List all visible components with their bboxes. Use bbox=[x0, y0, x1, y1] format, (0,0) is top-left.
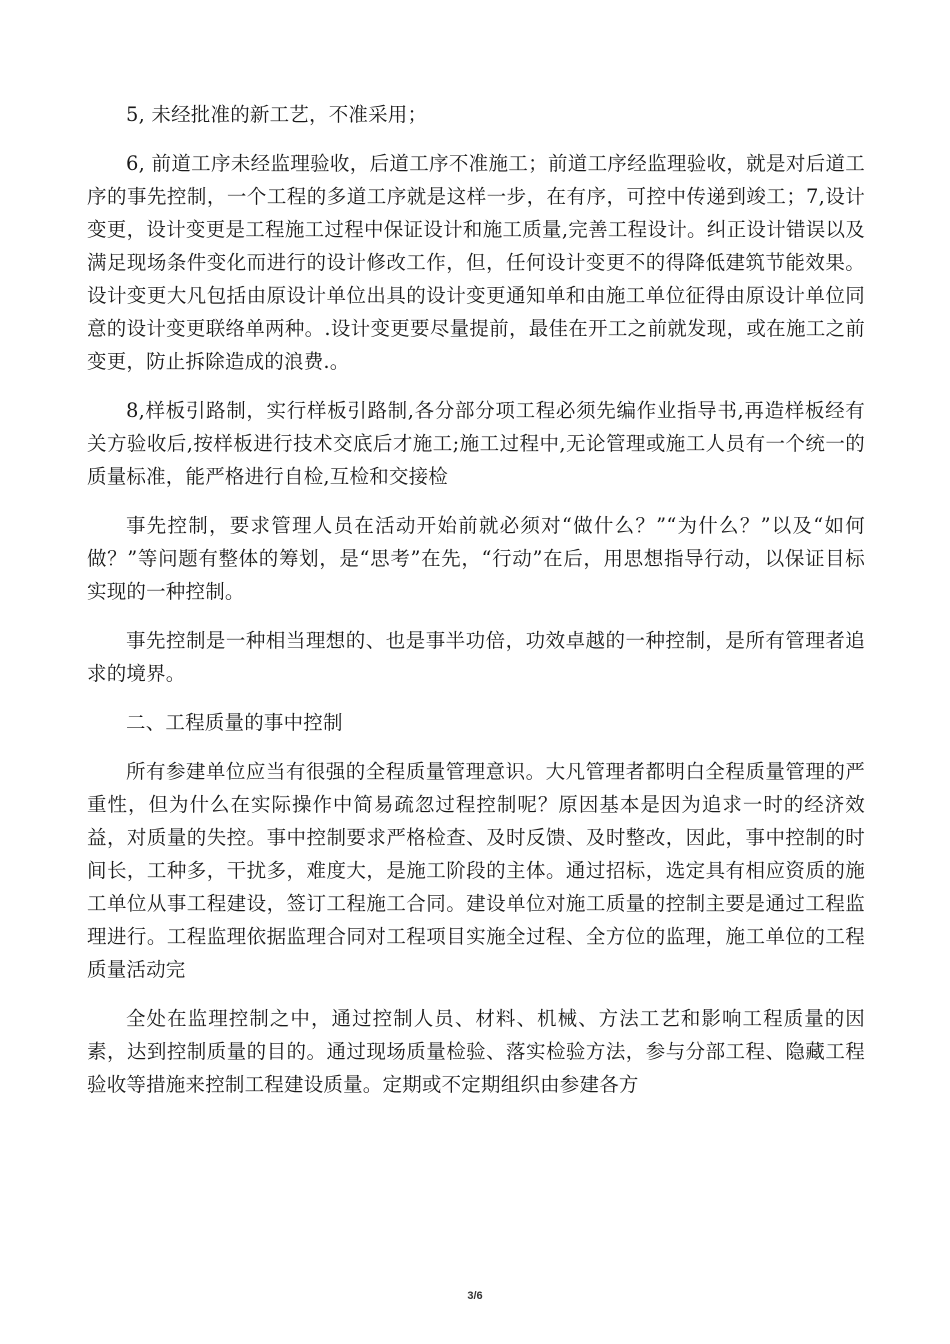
paragraph-whole-process-quality: 所有参建单位应当有很强的全程质量管理意识。大凡管理者都明白全程质量管理的严重性，但为什么在实际操作中简易疏忽过程控制呢？原因基本是因为追求一时的经济效益，对质量的失控。事中控制要求严格检查、及时反馈、及时整改，因此，事中控制的时间长，工种多，干扰多，难度大，是施工阶段的主体。通过招标，选定具有相应资质的施工单位从事工程建设，签订工程施工合同。建设单位对施工质量的控制主要是通过工程监理进行。工程监理依据监理合同对工程项目实施全过程、全方位的监理，施工单位的工程质量活动完 bbox=[87, 760, 865, 981]
paragraph-prior-control: 事先控制，要求管理人员在活动开始前就必须对“做什么？”“为什么？”以及“如何做？”等问题有整体的筹划，是“思考”在先，“行动”在后，用思想指导行动，以保证目标实现的一种控制。 bbox=[87, 514, 865, 603]
section-heading-in-process-control: 二、工程质量的事中控制 bbox=[126, 711, 343, 734]
paragraph-prior-control-ideal: 事先控制是一种相当理想的、也是事半功倍，功效卓越的一种控制，是所有管理者追求的境界。 bbox=[87, 629, 865, 685]
page-number: 3/6 bbox=[467, 1290, 483, 1302]
paragraph-items-6-7: 6, 前道工序未经监理验收，后道工序不准施工；前道工序经监理验收，就是对后道工序的事先控制，一个工程的多道工序就是这样一步，在有序，可控中传递到竣工；7,设计变更，设计变更是工程施工过程中保证设计和施工质量,完善工程设计。纠正设计错误以及满足现场条件变化而进行的设计修改工作，但，任何设计变更不的得降低建筑节能效果。设计变更大凡包括由原设计单位出具的设计变更通知单和由施工单位征得由原设计单位同意的设计变更联络单两种。.设计变更要尽量提前，最佳在开工之前就发现，或在施工之前变更，防止拆除造成的浪费.。 bbox=[87, 152, 865, 373]
paragraph-item-8: 8,样板引路制，实行样板引路制,各分部分项工程必须先编作业指导书,再造样板经有关方验收后,按样板进行技术交底后才施工;施工过程中,无论管理或施工人员有一个统一的质量标准，能严格进行自检,互检和交接检 bbox=[87, 399, 865, 488]
paragraph-item-5: 5, 未经批准的新工艺，不准采用； bbox=[126, 103, 428, 126]
document-body bbox=[87, 98, 865, 1117]
paragraph-supervision-control: 全处在监理控制之中，通过控制人员、材料、机械、方法工艺和影响工程质量的因素，达到控制质量的目的。通过现场质量检验、落实检验方法，参与分部工程、隐藏工程验收等措施来控制工程建设质量。定期或不定期组织由参建各方 bbox=[87, 1007, 865, 1096]
